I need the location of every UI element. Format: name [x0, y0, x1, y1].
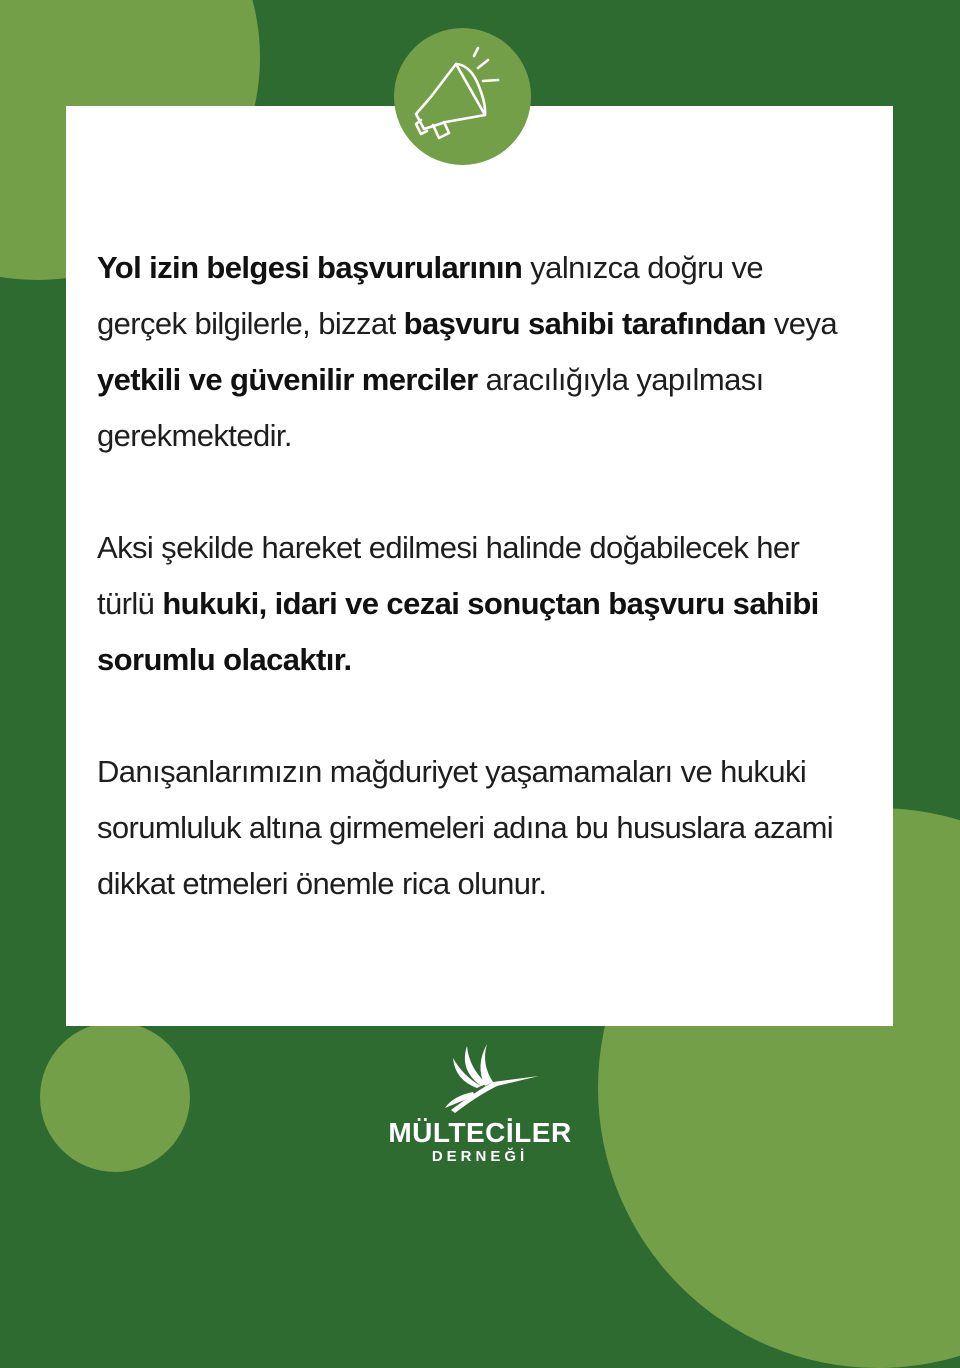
bold-phrase: başvuru sahibi tarafından: [403, 306, 766, 341]
announcement-text: [97, 240, 857, 968]
text-span: veya: [765, 306, 837, 341]
bold-phrase: Yol izin belgesi başvurularının: [97, 250, 523, 285]
text-span: Aksi şekilde hareket edilmesi halinde doğabilecek her türlü: [97, 530, 800, 621]
megaphone-icon: [394, 28, 531, 165]
stork-icon: [415, 1036, 545, 1116]
text-span: aracılığıyla yapılması gerekmektedir.: [97, 362, 764, 453]
decorative-circle-bottom-left: [40, 1022, 190, 1172]
bold-phrase: yetkili ve güvenilir merciler: [97, 362, 478, 397]
text-span: Danışanlarımızın mağduriyet yaşamamaları ve hukuki sorumluluk altına girmemeleri adına bu hususlara azami dikkat etmeleri önemle rica olunur.: [97, 754, 834, 901]
text-span: yalnızca doğru ve gerçek bilgilerle, bizzat: [97, 250, 764, 341]
logo-title: MÜLTECİLER: [388, 1117, 572, 1148]
paragraph-liability: [97, 520, 857, 688]
logo-subtitle: DERNEĞİ: [431, 1148, 529, 1165]
megaphone-badge: [394, 28, 531, 165]
association-logo: [380, 1036, 580, 1176]
bold-phrase: hukuki, idari ve cezai sonuçtan başvuru sahibi sorumlu olacaktır.: [97, 586, 819, 677]
paragraph-request: [97, 744, 857, 912]
paragraph-application-rules: [97, 240, 857, 464]
